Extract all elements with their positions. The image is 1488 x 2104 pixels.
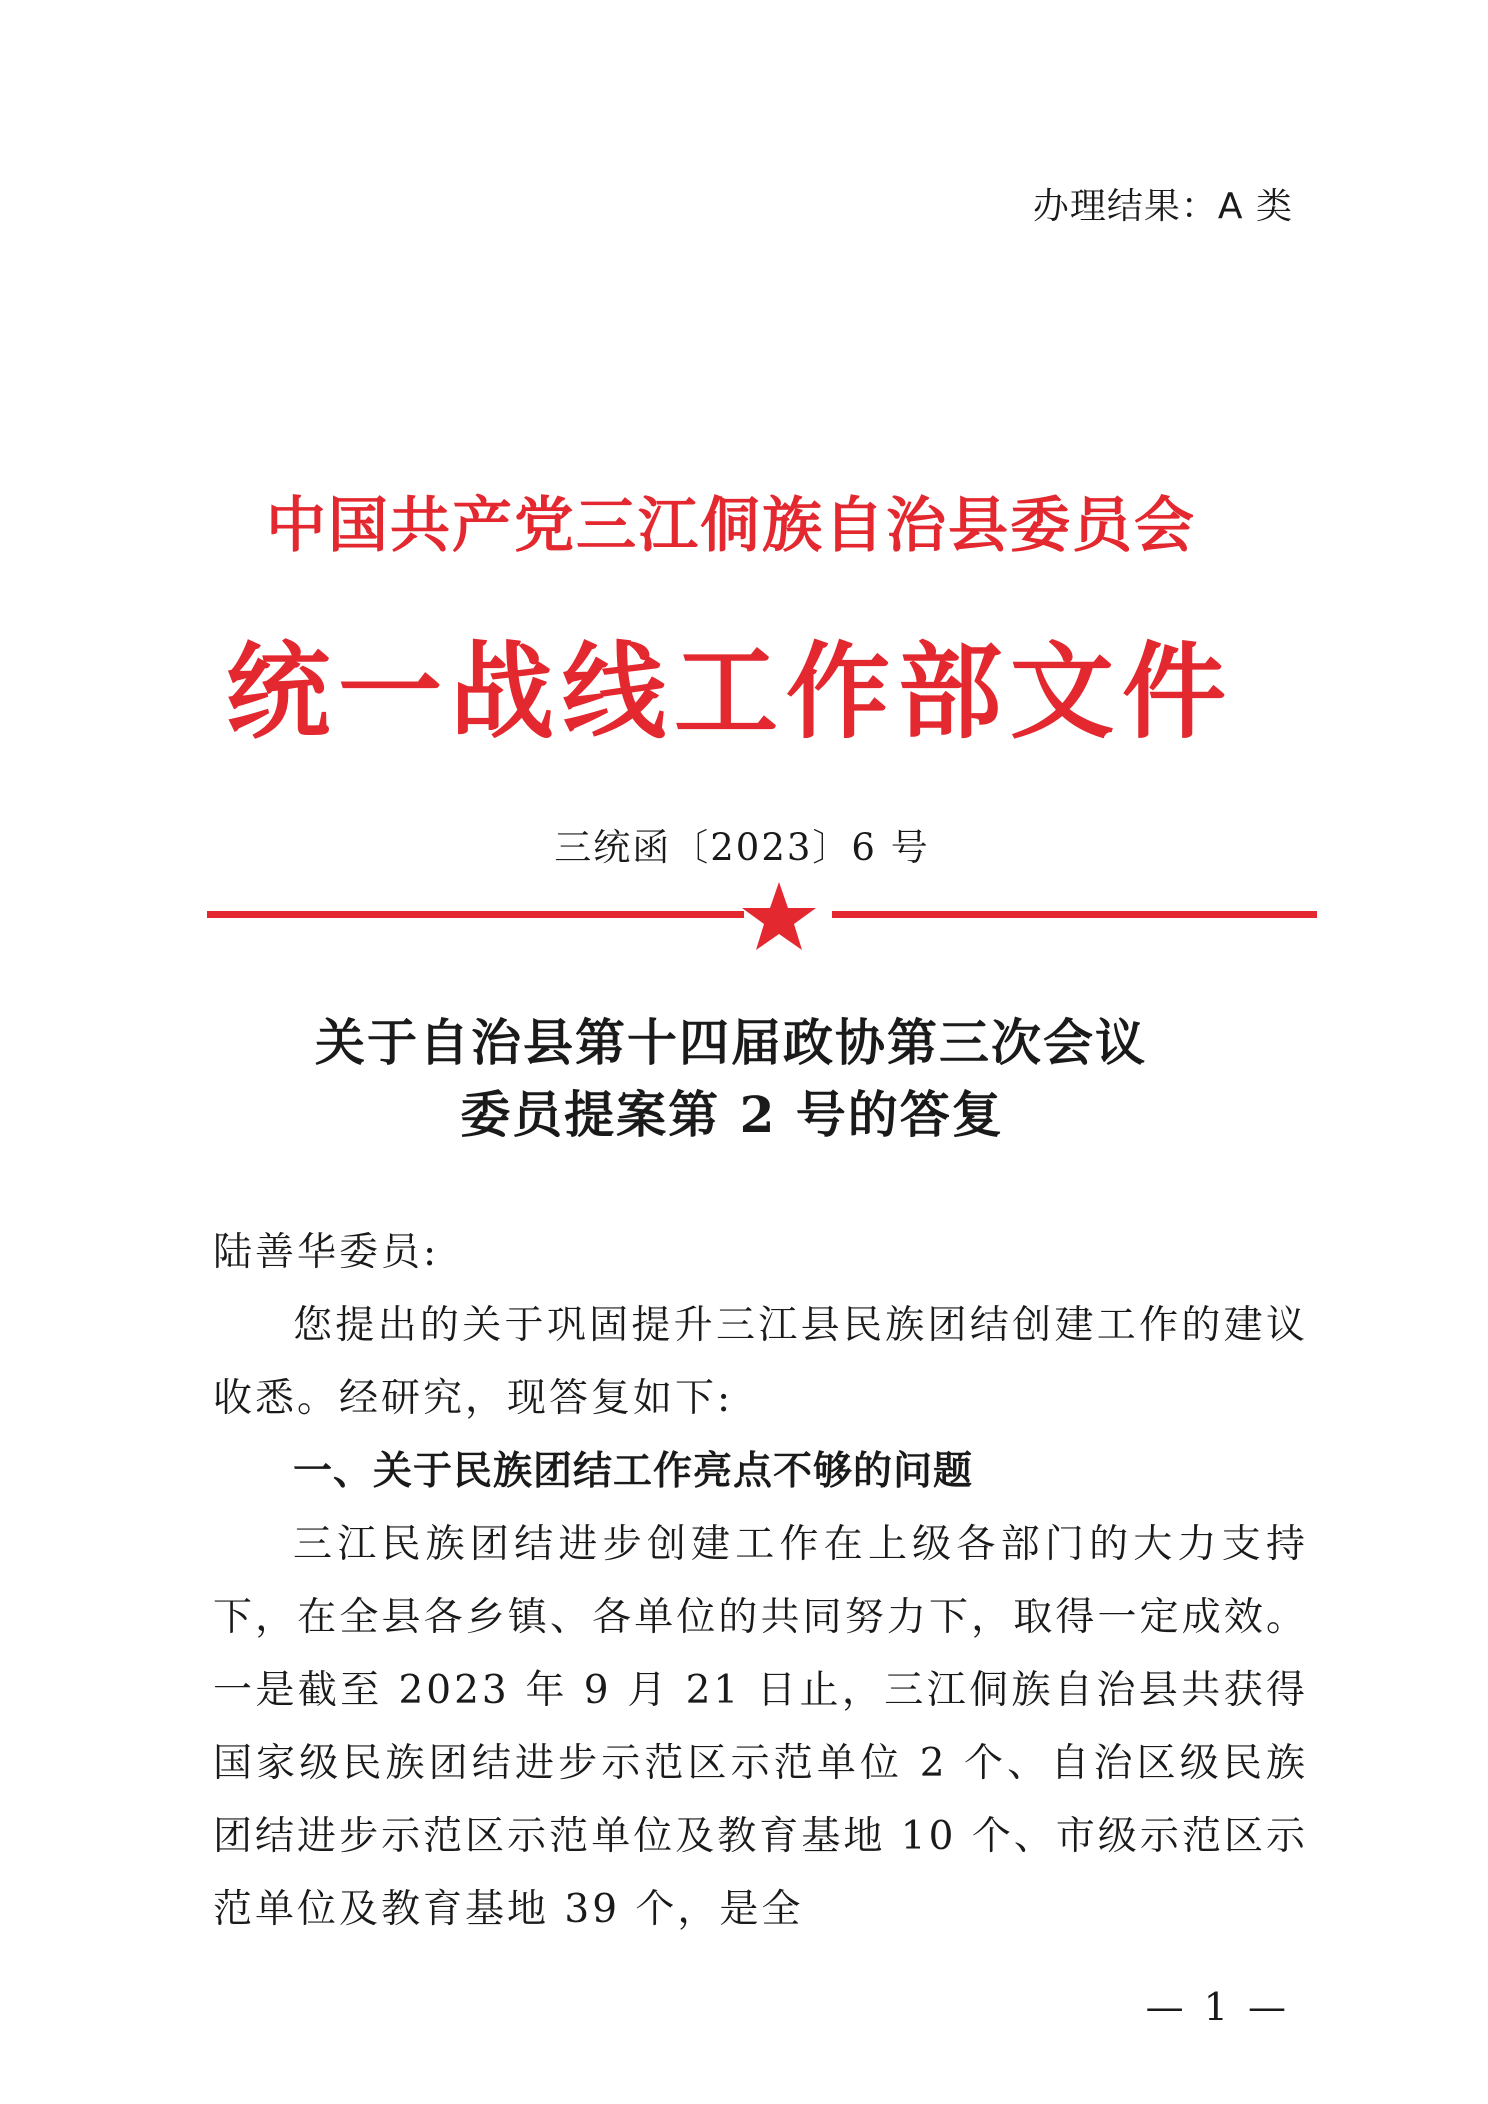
document-number: 三统函〔2023〕6 号: [554, 826, 930, 869]
divider-left-line: [207, 911, 744, 918]
red-star-icon: [742, 882, 816, 950]
section-heading: 一、关于民族团结工作亮点不够的问题: [293, 1449, 974, 1494]
divider-right-line: [832, 911, 1317, 918]
red-divider-graphic: [207, 880, 1317, 960]
page-number: — 1 —: [1145, 1985, 1290, 2029]
letter-body: [213, 1216, 1308, 1946]
intro-paragraph: 您提出的关于巩固提升三江县民族团结创建工作的建议收悉。经研究，现答复如下:: [213, 1303, 1308, 1421]
document-type-heading: 统一战线工作部文件: [225, 630, 1234, 753]
red-divider: [207, 880, 1317, 960]
reply-title-line1: 关于自治县第十四届政协第三次会议: [315, 1013, 1147, 1072]
reply-title-line2: 委员提案第 2 号的答复: [460, 1085, 1004, 1144]
section-paragraph: 三江民族团结进步创建工作在上级各部门的大力支持下，在全县各乡镇、各单位的共同努力下，取得一定成效。一是截至 2023 年 9 月 21 日止，三江侗族自治县共获得国家级民族团结进步示范区示范单位 2 个、自治区级民族团结进步示范区示范单位及教育基地 10 个、市级示范区示范单位及教育基地 39 个，是全: [213, 1522, 1308, 1932]
salutation: 陆善华委员:: [213, 1230, 440, 1275]
handling-result-label: 办理结果：A 类: [1032, 186, 1293, 227]
org-name-line: 中国共产党三江侗族自治县委员会: [266, 491, 1196, 561]
